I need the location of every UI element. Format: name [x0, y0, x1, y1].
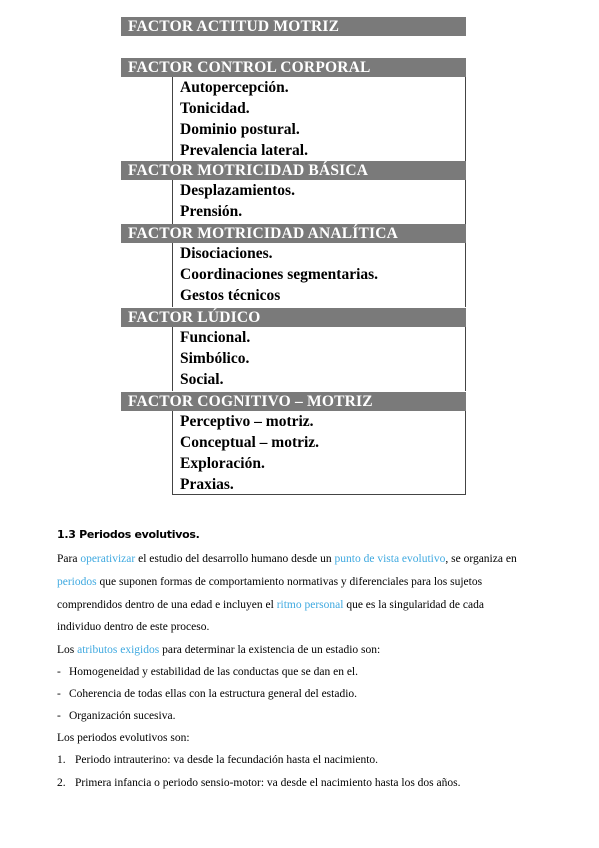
intro-text: , se organiza en [445, 553, 517, 565]
dash-bullet-icon: - [57, 666, 61, 678]
intro-line-4 [57, 620, 209, 634]
list-item: Perceptivo – motriz. [180, 413, 314, 430]
bullet-text: Homogeneidad y estabilidad de las conductas que se dan en el. [69, 666, 359, 678]
list-item: Exploración. [180, 455, 265, 472]
list-item: Prensión. [180, 203, 243, 220]
link-punto-de-vista-evolutivo[interactable]: punto de vista evolutivo [334, 553, 446, 565]
list-item: Dominio postural. [180, 121, 300, 138]
item-number: 2. [57, 777, 66, 789]
section-header-cognitivo-motriz [121, 392, 466, 411]
section-header-text: FACTOR LÚDICO [128, 309, 261, 326]
list-item: Prevalencia lateral. [180, 142, 308, 159]
section-header-text: FACTOR COGNITIVO – MOTRIZ [128, 393, 373, 410]
intro-text: que es la singularidad de cada [343, 599, 484, 611]
intro-line-1 [57, 552, 517, 566]
list-item: Simbólico. [180, 350, 250, 367]
section-header-control-corporal [121, 58, 466, 77]
intro-text: el estudio del desarrollo humano desde un [135, 553, 335, 565]
section-header-motricidad-analitica [121, 224, 466, 243]
intro-text: Para [57, 553, 81, 565]
list-item: Funcional. [180, 329, 251, 346]
bullet-text: Coherencia de todas ellas con la estructura general del estadio. [69, 688, 358, 700]
link-ritmo-personal[interactable]: ritmo personal [276, 599, 344, 611]
list-item: Gestos técnicos [180, 287, 281, 304]
attributes-text: Los [57, 644, 78, 656]
list-item: Coordinaciones segmentarias. [180, 266, 379, 283]
attributes-intro [57, 643, 380, 657]
periods-intro: Los periodos evolutivos son: [57, 732, 190, 744]
intro-line-2 [57, 575, 482, 589]
section-header-text: FACTOR MOTRICIDAD ANALÍTICA [128, 225, 399, 242]
intro-line-3 [57, 598, 484, 612]
dash-bullet-icon: - [57, 688, 61, 700]
section-header-text: FACTOR CONTROL CORPORAL [128, 59, 371, 76]
list-item: Disociaciones. [180, 245, 273, 262]
link-atributos-exigidos[interactable]: atributos exigidos [77, 644, 160, 656]
item-number: 1. [57, 754, 66, 766]
intro-text: individuo dentro de este proceso. [57, 621, 210, 633]
section-items-control-corporal [172, 77, 466, 161]
section-items-motricidad-basica [172, 180, 466, 224]
list-item: Praxias. [180, 476, 234, 493]
figure-title: FACTOR ACTITUD MOTRIZ [128, 18, 340, 35]
dash-bullet-icon: - [57, 710, 61, 722]
section-items-motricidad-analitica [172, 243, 466, 307]
bullet-item [57, 687, 357, 701]
figure-title-bar [121, 17, 466, 36]
bullet-item [57, 709, 175, 723]
bullet-item [57, 665, 358, 679]
intro-text: comprendidos dentro de una edad e incluyen el [57, 599, 277, 611]
list-item: Autopercepción. [180, 79, 289, 96]
link-operativizar[interactable]: operativizar [80, 553, 136, 565]
link-periodos[interactable]: periodos [57, 576, 97, 588]
section-header-ludico [121, 308, 466, 327]
section-header-text: FACTOR MOTRICIDAD BÁSICA [128, 162, 369, 179]
section-items-cognitivo-motriz [172, 411, 466, 495]
numbered-item [57, 753, 378, 767]
attributes-text: para determinar la existencia de un estadio son: [159, 644, 381, 656]
list-item: Conceptual – motriz. [180, 434, 320, 451]
bullet-text: Organización sucesiva. [69, 710, 176, 722]
list-item: Tonicidad. [180, 100, 250, 117]
section-header-motricidad-basica [121, 161, 466, 180]
list-item: Social. [180, 371, 224, 388]
item-text: Periodo intrauterino: va desde la fecundación hasta el nacimiento. [75, 754, 379, 766]
list-item: Desplazamientos. [180, 182, 295, 199]
numbered-item [57, 776, 460, 790]
section-heading: 1.3 Periodos evolutivos. [57, 528, 200, 541]
item-text: Primera infancia o periodo sensio-motor: va desde el nacimiento hasta los dos años. [75, 777, 461, 789]
section-items-ludico [172, 327, 466, 391]
intro-text: que suponen formas de comportamiento normativas y diferenciales para los sujetos [96, 576, 483, 588]
figure-bottom-border [172, 494, 466, 495]
